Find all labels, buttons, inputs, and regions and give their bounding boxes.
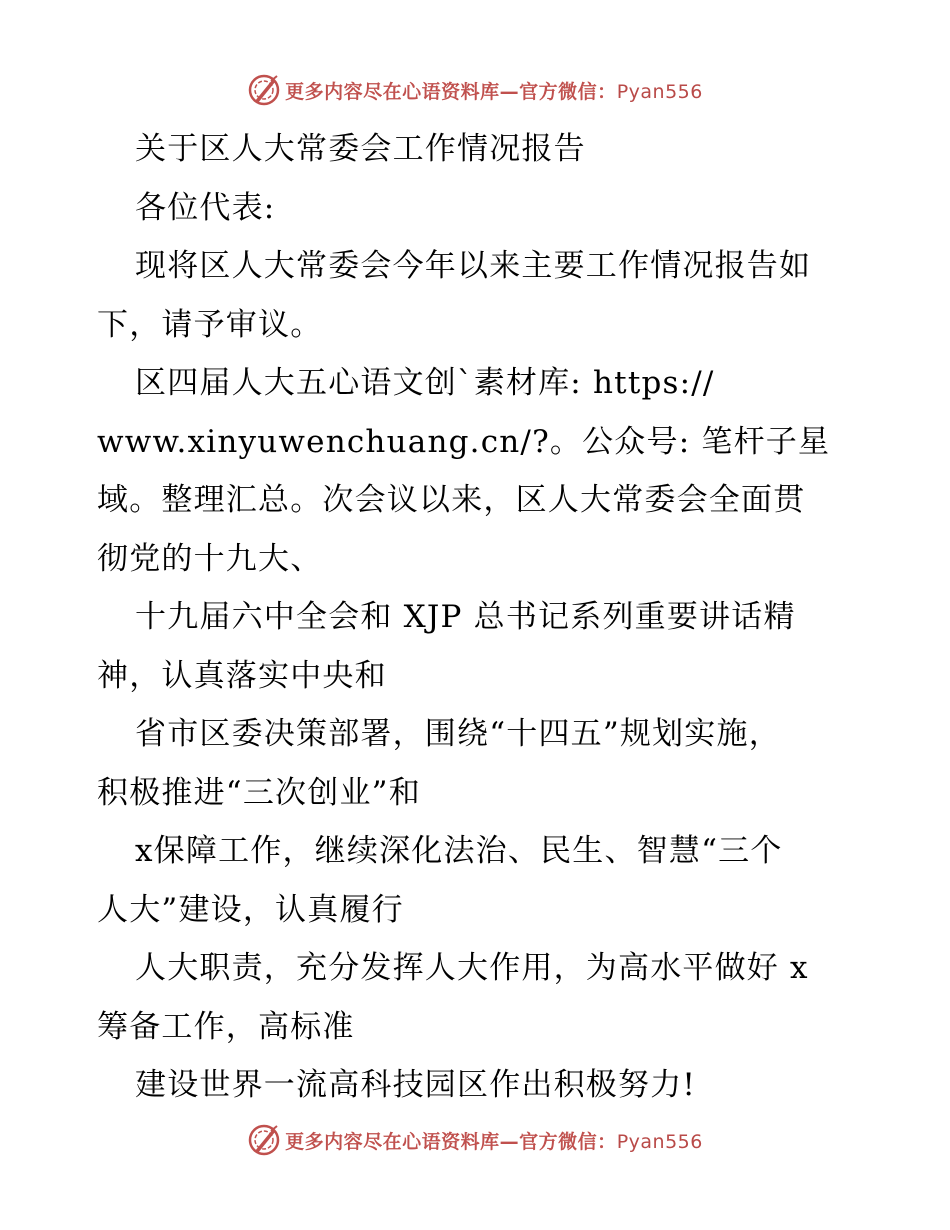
document-line: 区四届人大五心语文创`素材库: https:// <box>135 365 715 401</box>
document-line: 省市区委决策部署，围绕“十四五”规划实施， <box>135 716 781 752</box>
document-line: 建设世界一流高科技园区作出积极努力! <box>135 1067 697 1103</box>
document-line: 十九届六中全会和 XJP 总书记系列重要讲话精 <box>135 599 796 635</box>
document-body <box>97 120 857 1115</box>
document-line: 积极推进“三次创业”和 <box>97 774 421 811</box>
banner-content <box>247 73 703 107</box>
header-banner <box>0 70 950 110</box>
document-line: 筹备工作，高标准 <box>97 1008 355 1045</box>
document-line: 各位代表: <box>135 189 276 226</box>
banner-text: 更多内容尽在心语资料库—官方微信：Pyan556 <box>285 80 703 103</box>
banner-text: 更多内容尽在心语资料库—官方微信：Pyan556 <box>285 1130 703 1153</box>
document-line: www.xinyuwenchuang.cn/?。公众号: 笔杆子星 <box>97 423 831 460</box>
quill-seal-icon <box>247 1123 281 1157</box>
footer-banner <box>0 1120 950 1160</box>
document-line: 下，请予审议。 <box>97 306 323 343</box>
document-line: 域。整理汇总。次会议以来，区人大常委会全面贯 <box>97 482 806 518</box>
banner-content <box>247 1123 703 1157</box>
document-line: 彻党的十九大、 <box>97 540 323 577</box>
document-line: 关于区人大常委会工作情况报告 <box>135 131 586 167</box>
document-line: 人大”建设，认真履行 <box>97 891 404 928</box>
document-line: x保障工作，继续深化法治、民生、智慧“三个 <box>135 833 783 869</box>
quill-seal-icon <box>247 73 281 107</box>
document-line: 人大职责，充分发挥人大作用，为高水平做好 x <box>135 950 809 986</box>
document-line: 现将区人大常委会今年以来主要工作情况报告如 <box>135 248 812 284</box>
document-line: 神，认真落实中央和 <box>97 657 387 694</box>
